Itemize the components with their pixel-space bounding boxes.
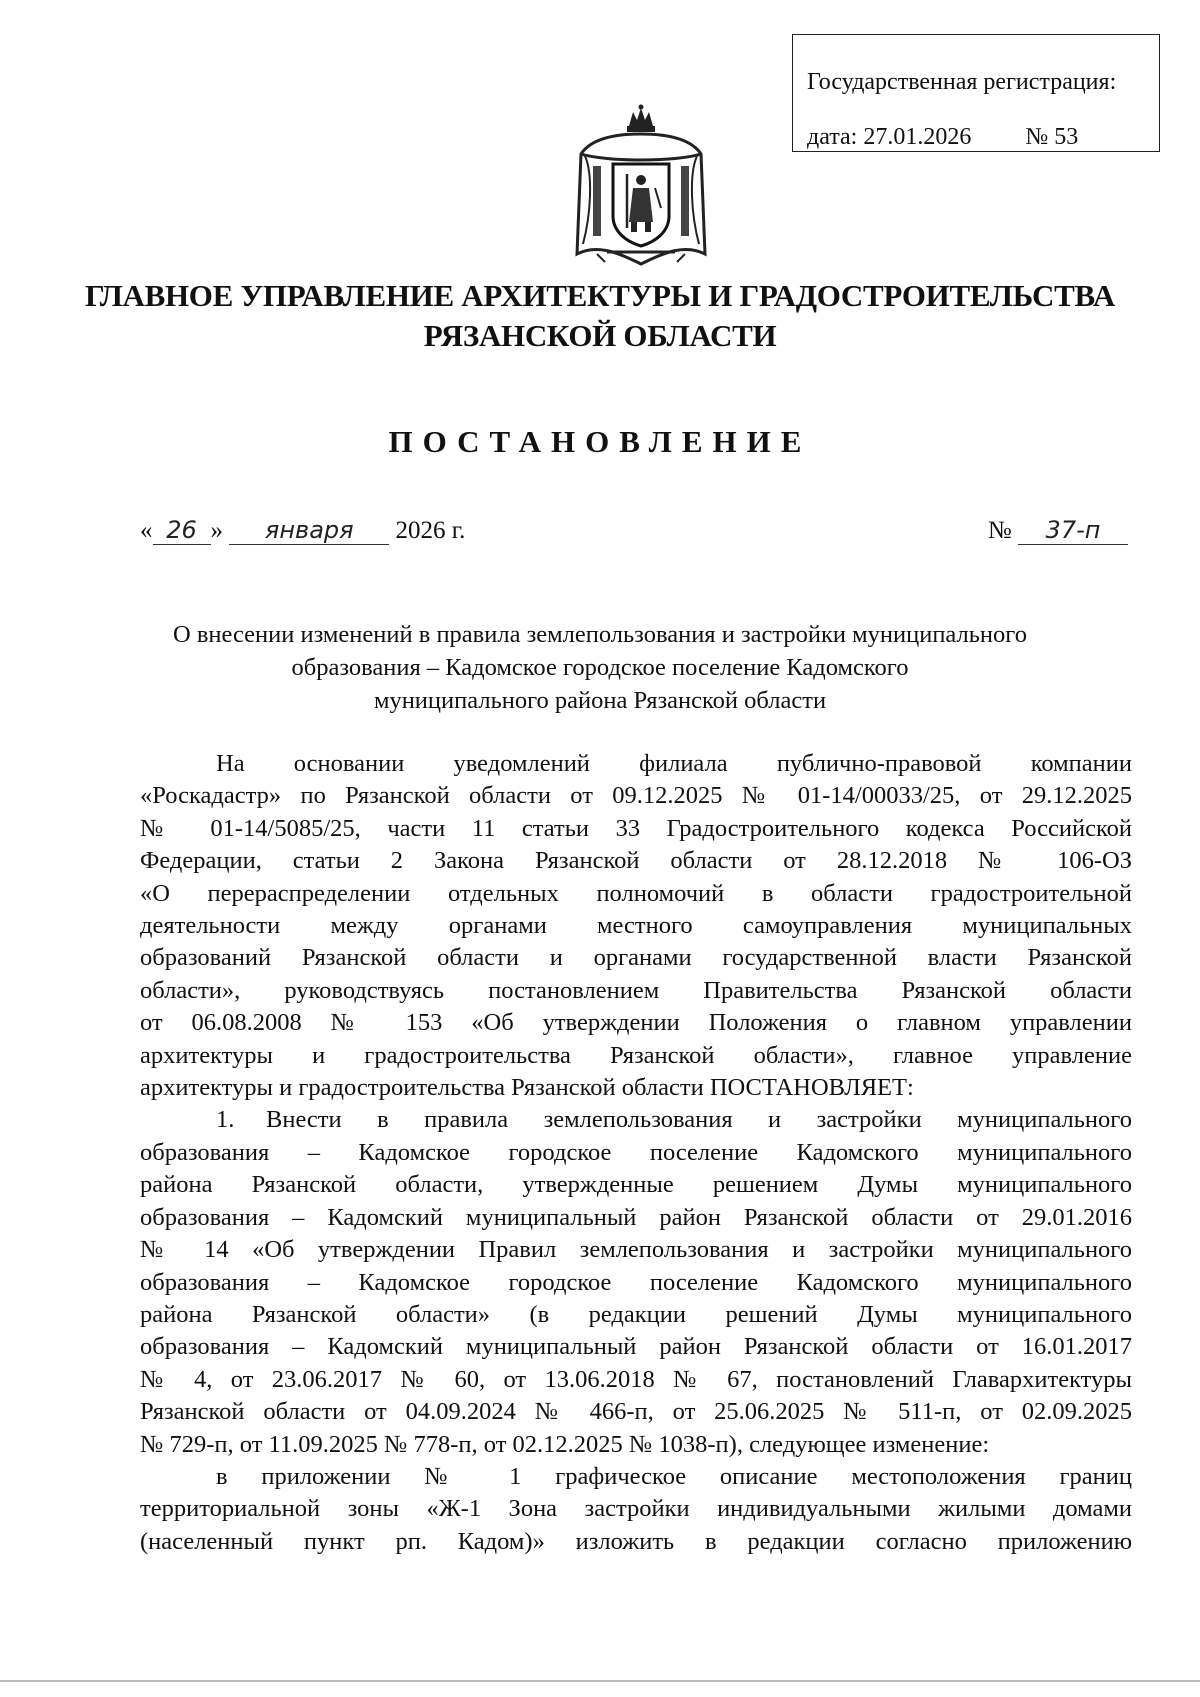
item-1-number: 1.	[216, 1106, 235, 1134]
body-line: № 14 «Об утверждении Правил землепользования и застройки муниципального	[140, 1236, 1132, 1264]
date-close-quote: »	[210, 517, 223, 544]
body-line: № 4, от 23.06.2017 № 60, от 13.06.2018 № 67, постановлений Главархитектуры	[140, 1365, 1132, 1393]
body-line: архитектуры и градостроительства Рязанской области ПОСТАНОВЛЯЕТ:	[140, 1074, 914, 1102]
date-number-row	[140, 516, 1140, 560]
document-number	[988, 516, 1128, 545]
registration-details	[807, 110, 1159, 165]
body-line: «О перераспределении отдельных полномочий в области градостроительной	[140, 879, 1132, 907]
item-1-text: Внести в правила землепользования и застройки муниципального	[266, 1106, 1132, 1134]
title-line2: образования – Кадомское городское поселение Кадомского	[291, 654, 909, 681]
body-line: в приложении № 1 графическое описание местоположения границ	[216, 1462, 1132, 1490]
date-open-quote: «	[140, 517, 153, 544]
body-line: Федерации, статьи 2 Закона Рязанской области от 28.12.2018 № 106-ОЗ	[140, 847, 1132, 875]
body-line: № 729-п, от 11.09.2025 № 778-п, от 02.12.2025 № 1038-п), следующее изменение:	[140, 1430, 990, 1458]
registration-number: № 53	[1025, 124, 1079, 150]
date-day-handwritten: 26	[153, 516, 211, 545]
document-type-heading: ПОСТАНОВЛЕНИЕ	[388, 424, 812, 459]
body-line: «Роскадастр» по Рязанской области от 09.12.2025 № 01-14/00033/25, от 29.12.2025	[140, 782, 1132, 810]
title-line3: муниципального района Рязанской области	[373, 687, 827, 714]
title-line1: О внесении изменений в правила землепользования и застройки муниципального	[173, 621, 1027, 648]
body-line: образования – Кадомское городское поселение Кадомского муниципального	[140, 1138, 1132, 1166]
scan-edge-line	[0, 1680, 1200, 1682]
ryazan-coat-of-arms-icon	[567, 104, 715, 268]
body-line: архитектуры и градостроительства Рязанской области», главное управление	[140, 1041, 1132, 1069]
number-prefix: №	[987, 517, 1012, 544]
body-line: образования – Кадомский муниципальный район Рязанской области от 16.01.2017	[140, 1333, 1132, 1361]
number-handwritten: 37-п	[1018, 516, 1128, 545]
document-body	[140, 748, 1132, 1558]
item-1-first-line	[140, 1104, 1132, 1136]
body-line: образований Рязанской области и органами государственной власти Рязанской	[140, 944, 1132, 972]
registration-label: Государственная регистрация:	[807, 69, 1117, 95]
registration-box	[792, 34, 1160, 152]
date-month-handwritten: января	[229, 516, 389, 545]
body-line: области», руководствуясь постановлением Правительства Рязанской области	[140, 976, 1132, 1004]
body-line: территориальной зоны «Ж-1 Зона застройки индивидуальными жилыми домами	[140, 1495, 1132, 1523]
body-line: Рязанской области от 04.09.2024 № 466-п, от 25.06.2025 № 511-п, от 02.09.2025	[140, 1398, 1132, 1426]
body-line: № 01-14/5085/25, части 11 статьи 33 Градостроительного кодекса Российской	[140, 814, 1132, 842]
organization-name	[0, 276, 1200, 356]
registration-date: дата: 27.01.2026	[807, 124, 972, 150]
document-title	[140, 618, 1060, 717]
body-line: от 06.08.2008 № 153 «Об утверждении Положения о главном управлении	[140, 1009, 1132, 1037]
body-line: образования – Кадомский муниципальный район Рязанской области от 29.01.2016	[140, 1203, 1132, 1231]
body-line: образования – Кадомское городское поселение Кадомского муниципального	[140, 1268, 1132, 1296]
date-year: 2026 г.	[395, 517, 466, 544]
organization-name-line1: ГЛАВНОЕ УПРАВЛЕНИЕ АРХИТЕКТУРЫ И ГРАДОСТРОИТЕЛЬСТВА	[84, 278, 1115, 313]
body-line: (населенный пункт рп. Кадом)» изложить в редакции согласно приложению	[140, 1527, 1132, 1555]
body-line: На основании уведомлений филиала публично-правовой компании	[216, 750, 1132, 777]
body-line: деятельности между органами местного самоуправления муниципальных	[140, 912, 1132, 940]
body-line: района Рязанской области, утвержденные решением Думы муниципального	[140, 1171, 1132, 1199]
organization-name-line2: РЯЗАНСКОЙ ОБЛАСТИ	[423, 318, 777, 353]
body-line: района Рязанской области» (в редакции решений Думы муниципального	[140, 1300, 1132, 1328]
document-date	[140, 516, 465, 545]
